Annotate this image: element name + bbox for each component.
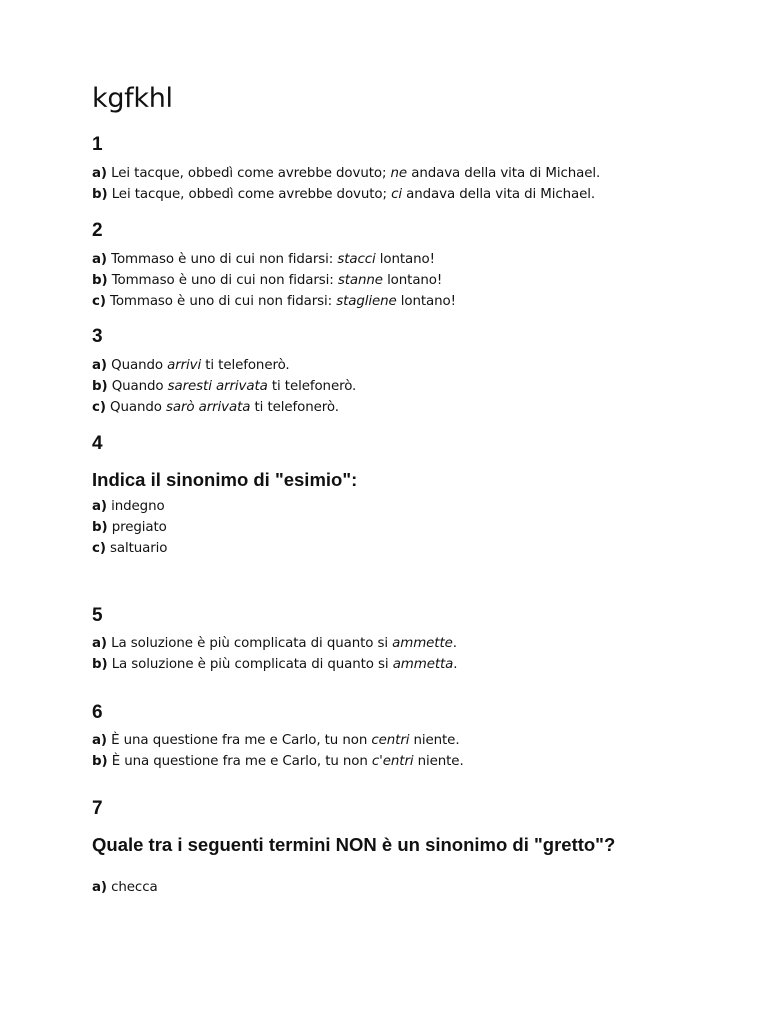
option-list <box>92 878 158 899</box>
option-item <box>92 398 356 419</box>
option-emphasis: sarò arrivata <box>166 399 251 415</box>
question-number: 5 <box>92 605 103 626</box>
option-emphasis: ne <box>390 166 408 181</box>
option-letter: a) <box>92 358 107 373</box>
option-text-end: ti telefonerò. <box>267 378 357 394</box>
option-emphasis: arrivi <box>167 358 202 373</box>
option-text-end: andava della vita di Michael. <box>407 166 601 181</box>
question-heading: Indica il sinonimo di "esimio": <box>92 469 358 490</box>
option-text-end: lontano! <box>382 272 443 288</box>
option-text: checca <box>111 880 158 895</box>
option-text: saltuario <box>110 540 168 556</box>
question-number: 1 <box>92 134 103 155</box>
option-emphasis: ammette <box>392 636 453 651</box>
option-item <box>92 539 167 560</box>
option-letter: b) <box>92 519 108 535</box>
option-text: pregiato <box>111 519 167 535</box>
question-heading: Quale tra i seguenti termini NON è un sinonimo di "gretto"? <box>92 834 616 855</box>
option-emphasis: saresti arrivata <box>167 378 268 394</box>
option-letter: b) <box>92 753 108 769</box>
option-text: Tommaso è uno di cui non fidarsi: <box>111 252 338 267</box>
option-text: Tommaso è uno di cui non fidarsi: <box>110 293 337 309</box>
option-item <box>92 185 600 206</box>
option-emphasis: centri <box>371 733 410 748</box>
option-letter: a) <box>92 166 107 181</box>
option-text: Lei tacque, obbedì come avrebbe dovuto; <box>111 186 392 202</box>
question-number: 7 <box>92 798 103 819</box>
option-text-end: ti telefonerò. <box>250 399 339 415</box>
option-emphasis: stanne <box>337 272 383 288</box>
option-text: La soluzione è più complicata di quanto si <box>111 636 393 651</box>
option-letter: a) <box>92 252 107 267</box>
option-list <box>92 164 600 206</box>
option-list <box>92 250 456 312</box>
option-item <box>92 878 158 899</box>
option-item <box>92 634 457 655</box>
option-text-end: lontano! <box>375 252 435 267</box>
option-letter: b) <box>92 656 108 672</box>
option-text-end: ti telefonerò. <box>201 358 290 373</box>
option-text: indegno <box>111 499 165 514</box>
option-list <box>92 356 356 418</box>
option-text-end: niente. <box>409 733 460 748</box>
question-number: 6 <box>92 702 103 723</box>
option-item <box>92 497 167 518</box>
option-item <box>92 250 456 271</box>
option-letter: c) <box>92 399 106 415</box>
option-list <box>92 634 457 676</box>
option-text: Quando <box>110 399 166 415</box>
option-item <box>92 518 167 539</box>
option-letter: a) <box>92 880 107 895</box>
document-title: kgfkhl <box>92 83 173 114</box>
option-letter: b) <box>92 186 108 202</box>
option-letter: b) <box>92 272 108 288</box>
option-text-end: . <box>453 656 458 672</box>
option-text: Lei tacque, obbedì come avrebbe dovuto; <box>111 166 391 181</box>
option-item <box>92 292 456 313</box>
option-letter: c) <box>92 293 106 309</box>
option-item <box>92 356 356 377</box>
option-text: Quando <box>111 358 168 373</box>
question-number: 3 <box>92 326 103 347</box>
option-letter: a) <box>92 499 107 514</box>
option-letter: a) <box>92 636 107 651</box>
option-text: Quando <box>111 378 168 394</box>
option-item <box>92 164 600 185</box>
option-item <box>92 731 464 752</box>
option-emphasis: ammetta <box>392 656 454 672</box>
option-emphasis: ci <box>391 186 402 202</box>
option-list <box>92 731 464 773</box>
option-text: È una questione fra me e Carlo, tu non <box>111 753 372 769</box>
option-item <box>92 752 464 773</box>
option-text-end: andava della vita di Michael. <box>401 186 596 202</box>
option-text: La soluzione è più complicata di quanto si <box>111 656 393 672</box>
option-text-end: lontano! <box>396 293 456 309</box>
option-text: Tommaso è uno di cui non fidarsi: <box>111 272 338 288</box>
option-item <box>92 377 356 398</box>
option-item <box>92 271 456 292</box>
option-text-end: niente. <box>413 753 464 769</box>
question-number: 2 <box>92 220 103 241</box>
option-letter: b) <box>92 378 108 394</box>
option-item <box>92 655 457 676</box>
option-list <box>92 497 167 559</box>
option-letter: c) <box>92 540 106 556</box>
option-emphasis: stacci <box>337 252 376 267</box>
option-text-end: . <box>452 636 457 651</box>
question-number: 4 <box>92 433 103 454</box>
option-emphasis: c'entri <box>371 753 414 769</box>
option-emphasis: stagliene <box>336 293 397 309</box>
option-text: È una questione fra me e Carlo, tu non <box>111 733 372 748</box>
option-letter: a) <box>92 733 107 748</box>
